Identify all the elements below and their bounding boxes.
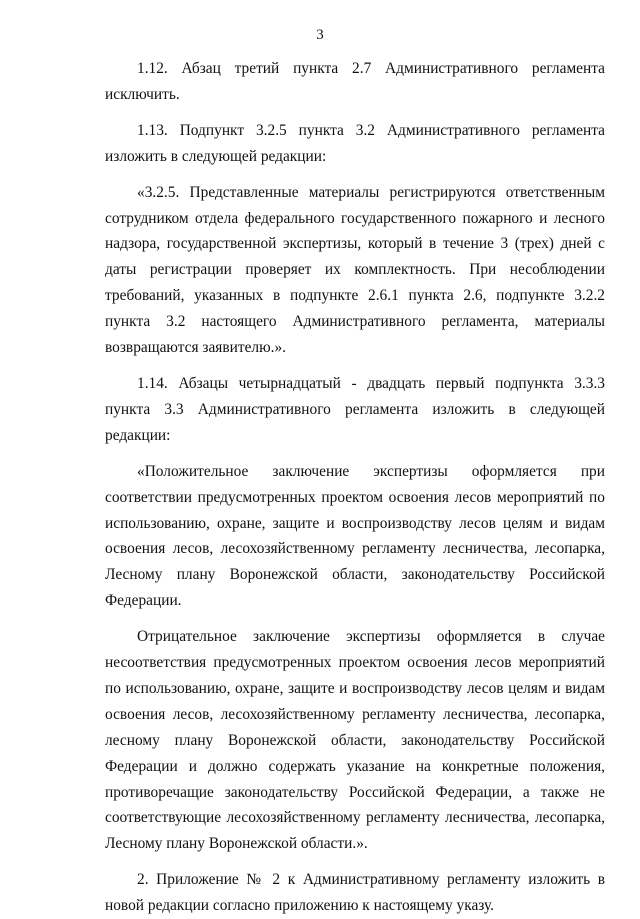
paragraph-2: 2. Приложение № 2 к Административному регламенту изложить в новой редакции согласно приложению к настоящему указу.	[105, 871, 605, 915]
paragraph-1-14: 1.14. Абзацы четырнадцатый - двадцать первый подпункта 3.3.3 пункта 3.3 Административного регламента изложить в следующей редакции:	[105, 374, 605, 444]
document-body	[105, 56, 605, 919]
paragraph-1-13: 1.13. Подпункт 3.2.5 пункта 3.2 Административного регламента изложить в следующей редакции:	[105, 121, 605, 165]
paragraph-negative-conclusion: Отрицательное заключение экспертизы оформляется в случае несоответствия предусмотренных проектом освоения лесов мероприятий по использованию, охране, защите и воспроизводству лесов целям и видам освоения лесов, лесохозяйственному регламенту лесничества, лесопарка, лесному плану Воронежской области, законодательству Российской Федерации и должно содержать указание на конкретные положения, противоречащие законодательству Российской Федерации, а также не соответствующие лесохозяйственному регламенту лесничества, лесопарка, Лесному плану Воронежской области.».	[105, 628, 605, 853]
paragraph-1-12: 1.12. Абзац третий пункта 2.7 Административного регламента исключить.	[105, 60, 605, 103]
paragraph-3-2-5-quote: «3.2.5. Представленные материалы регистрируются ответственным сотрудником отдела федерального государственного пожарного и лесного надзора, государственной экспертизы, который в течение 3 (трех) дней с даты регистрации проверяет их комплектность. При несоблюдении требований, указанных в подпункте 2.6.1 пункта 2.6, подпункте 3.2.2 пункта 3.2 настоящего Административного регламента, материалы возвращаются заявителю.».	[105, 183, 605, 357]
page-number: 3	[316, 27, 324, 43]
paragraph-positive-conclusion: «Положительное заключение экспертизы оформляется при соответствии предусмотренных проектом освоения лесов мероприятий по использованию, охране, защите и воспроизводству лесов целям и видам освоения лесов, лесохозяйственному регламенту лесничества, лесопарка, Лесному плану Воронежской области, законодательству Российской Федерации.	[105, 462, 605, 610]
